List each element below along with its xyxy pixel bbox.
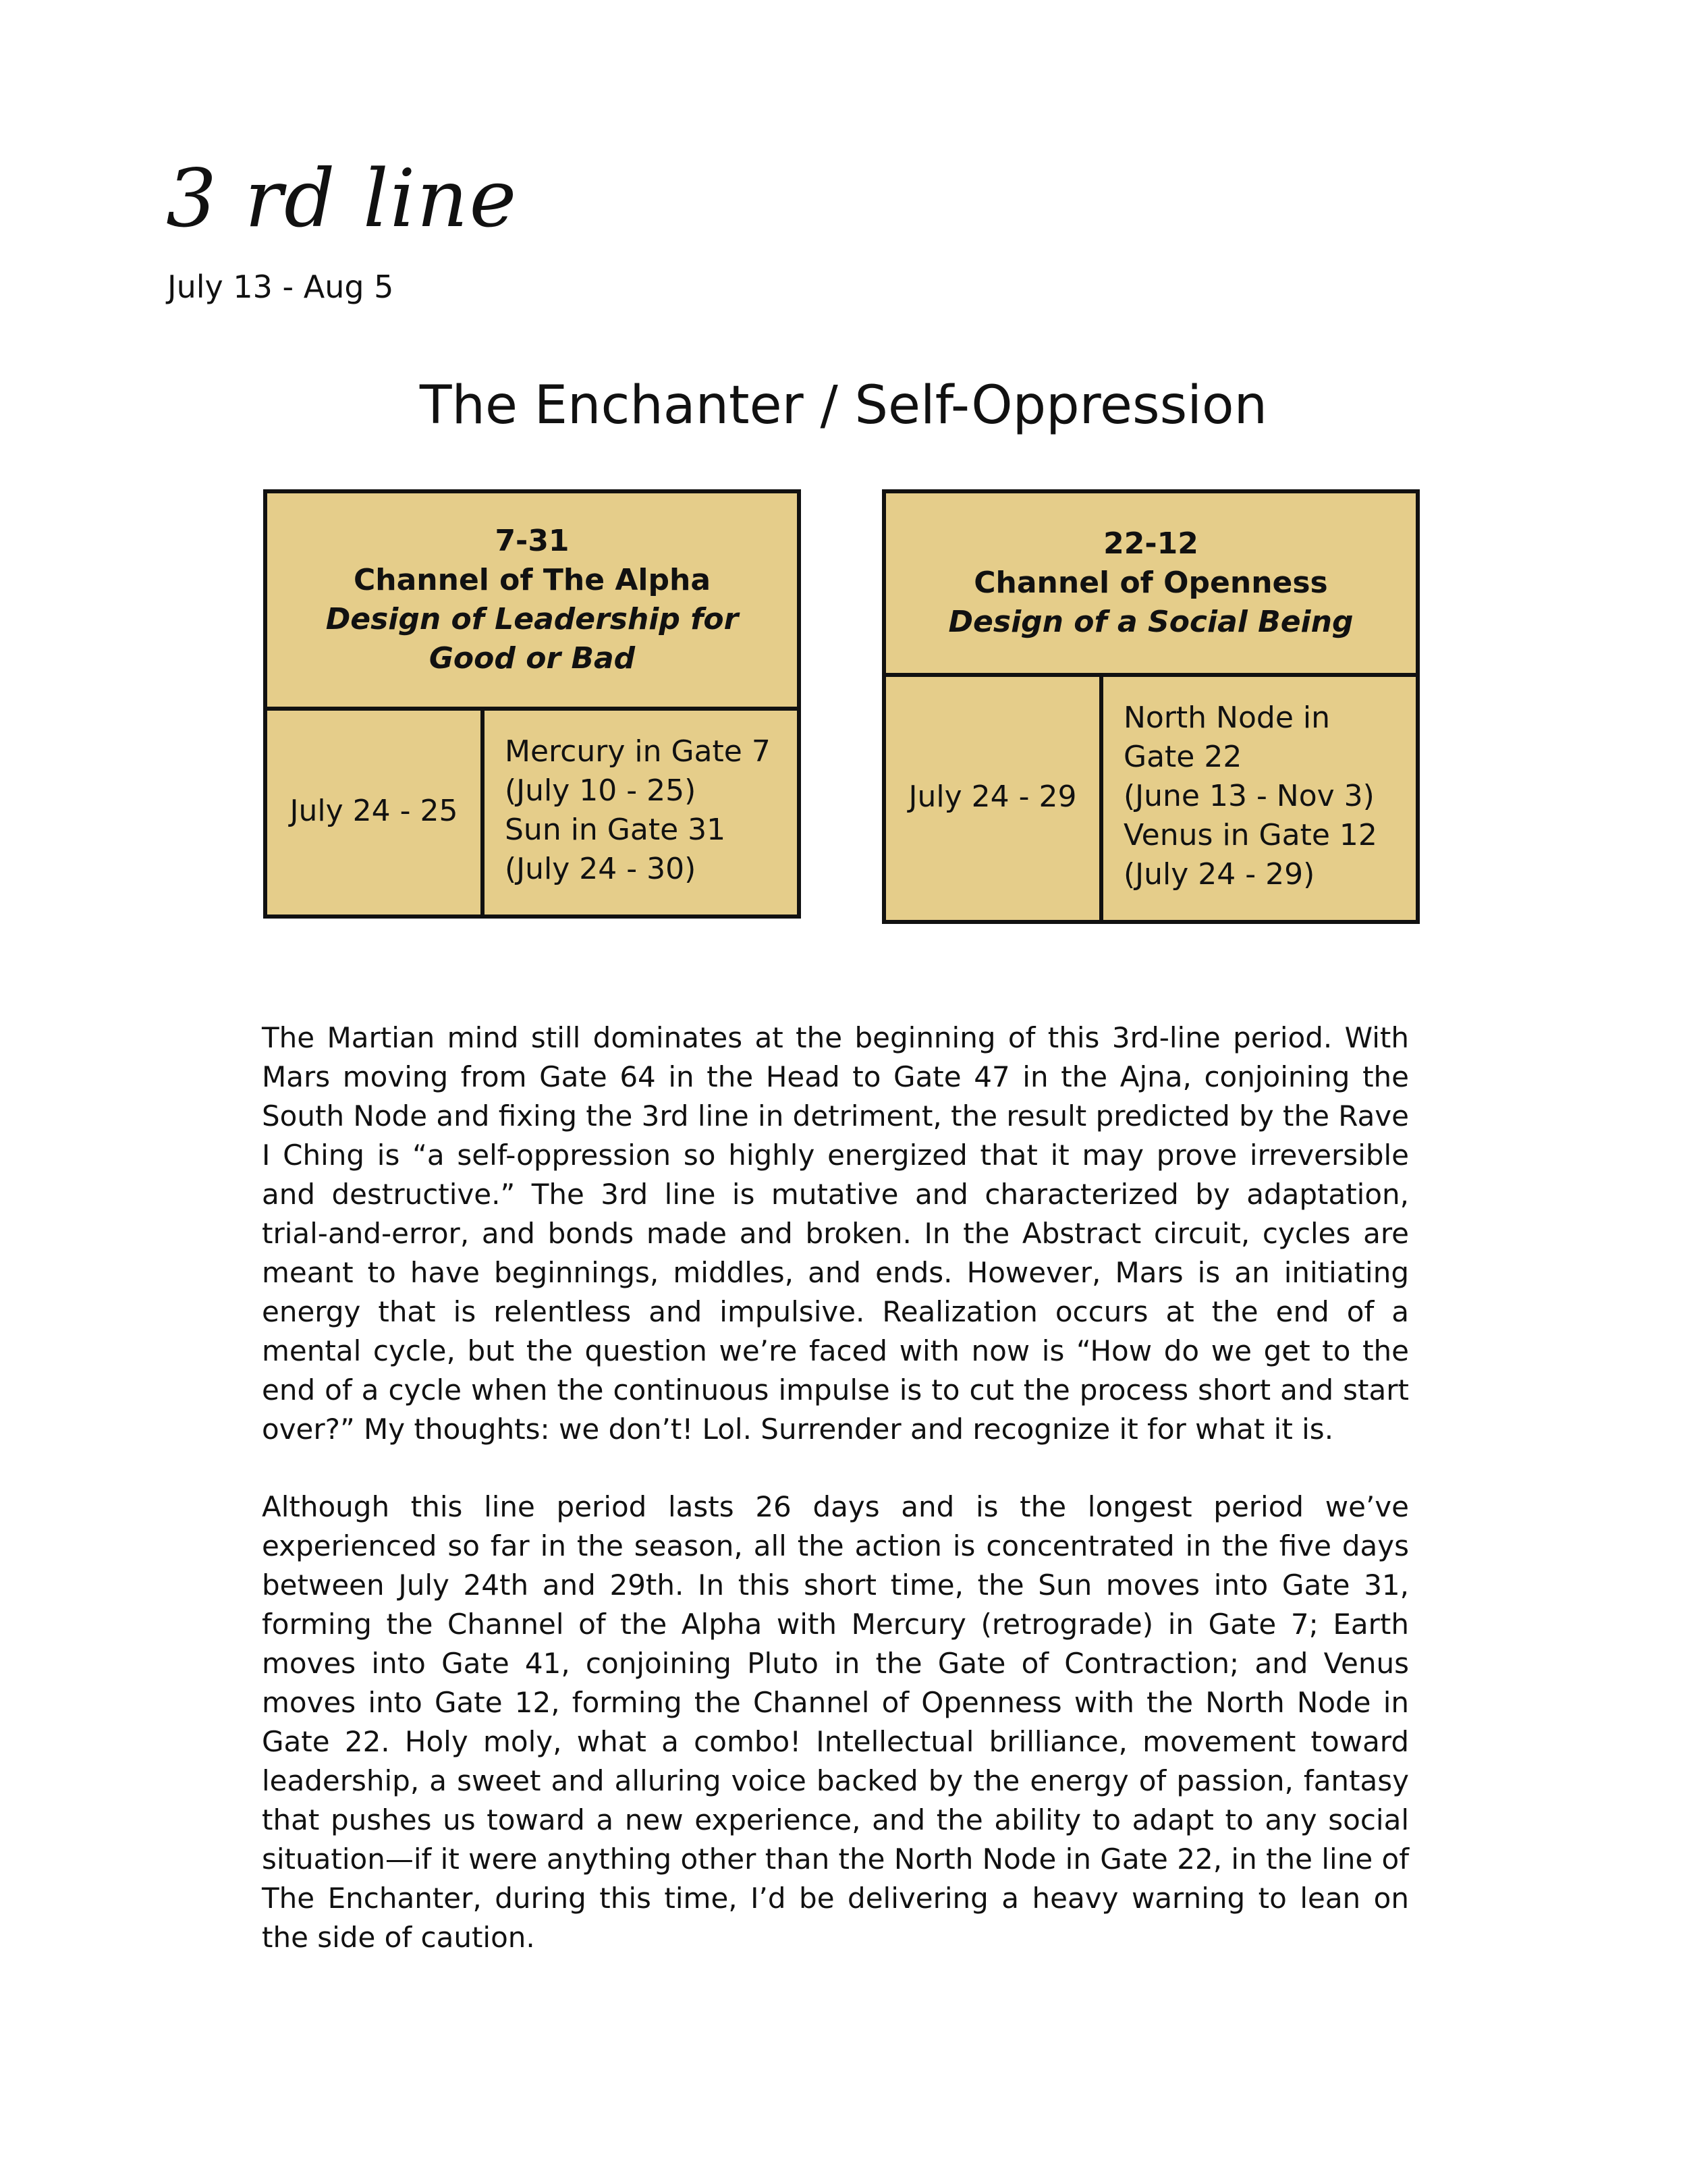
channel-dates: July 24 - 29 [886,673,1103,920]
script-heading: 3 rd line [166,152,518,245]
placement-line: Venus in Gate 12 [1124,818,1377,852]
channel-placements [480,707,797,914]
channel-dates: July 24 - 25 [267,707,485,914]
channel-box-header [886,493,1416,677]
placement-line: (July 24 - 30) [505,852,696,886]
placement-line: Mercury in Gate 7 [505,734,771,769]
placement-line: Gate 22 [1124,740,1242,774]
body-paragraph: The Martian mind still dominates at the beginning of this 3rd-line period. With Mars moving from Gate 64 in the Head to Gate 47 in the Ajna, conjoining the South Node and fixing the 3rd line in detriment, the result predicted by the Rave I Ching is “a self-oppression so highly energized that it may prove irreversible and destructive.” The 3rd line is mutative and characterized by adaptation, trial-and-error, and bonds made and broken. In the Abstract circuit, cycles are meant to have beginnings, middles, and ends. However, Mars is an initiating energy that is relentless and impulsive. Realization occurs at the end of a mental cycle, but the question we’re faced with now is “How do we get to the end of a cycle when the continuous impulse is to cut the process short and start over?” My thoughts: we don’t! Lol. Surrender and recognize it for what it is. [262,1021,1409,1446]
channel-name: Channel of Openness [974,566,1328,600]
channel-design: Design of Leadership for Good or Bad [325,602,739,676]
body-paragraph: Although this line period lasts 26 days and is the longest period we’ve experienced so far in the season, all the action is concentrated in the five days between July 24th and 29th. In this short time, the Sun moves into Gate 31, forming the Channel of the Alpha with Mercury (retrograde) in Gate 7; Earth moves into Gate 41, conjoining Pluto in the Gate of Contraction; and Venus moves into Gate 12, forming the Channel of Openness with the North Node in Gate 22. Holy moly, what a combo! Intellectual brilliance, movement toward leadership, a sweet and alluring voice backed by the energy of passion, fantasy that pushes us toward a new experience, and the ability to adapt to any social situation—if it were anything other than the North Node in Gate 22, in the line of The Enchanter, during this time, I’d be delivering a heavy warning to lean on the side of caution. [262,1490,1409,1954]
placement-line: Sun in Gate 31 [505,813,726,847]
channel-gates: 7-31 [495,524,570,558]
placement-line: (July 24 - 29) [1124,857,1315,892]
date-range: July 13 - Aug 5 [167,269,394,305]
placement-line: (June 13 - Nov 3) [1124,779,1375,813]
placement-line: North Node in [1124,701,1330,735]
channel-box-header [267,493,797,711]
channel-box-alpha [263,489,801,919]
channel-gates: 22-12 [1103,526,1198,561]
channel-name: Channel of The Alpha [353,563,711,597]
channel-design: Design of a Social Being [948,605,1354,639]
placement-line: (July 10 - 25) [505,773,696,808]
page-title: The Enchanter / Self-Oppression [419,375,1268,436]
channel-placements [1099,673,1416,920]
channel-box-openness [882,489,1420,924]
